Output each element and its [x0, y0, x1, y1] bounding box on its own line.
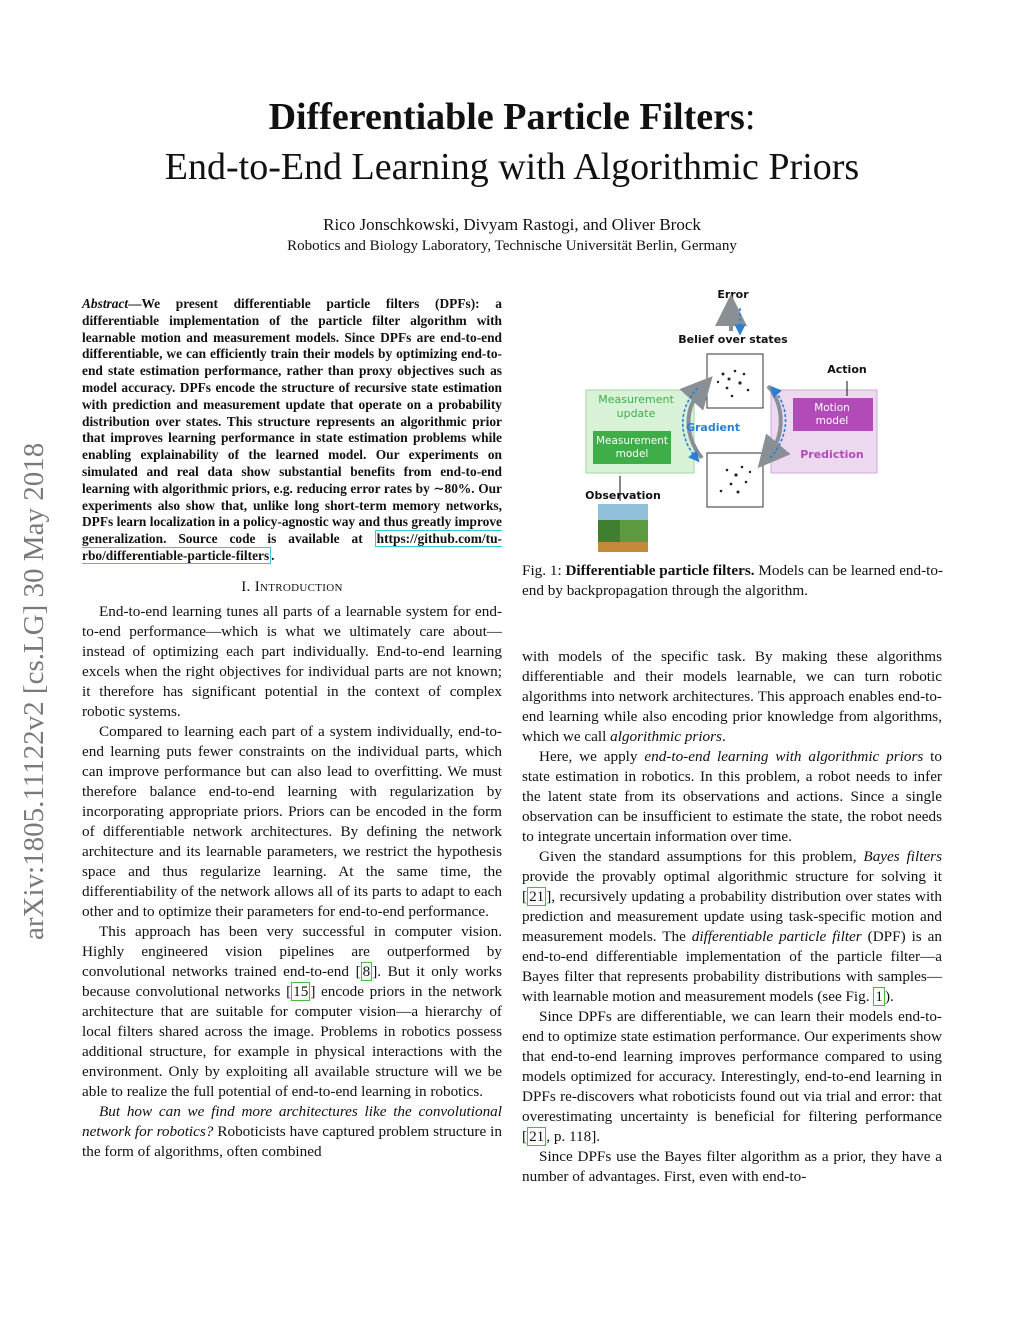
r-p3-italic2: differentiable particle filter: [691, 928, 862, 945]
intro-paragraph-3: This approach has been very successful in computer vision. Highly engineered vision pipelines are outperformed by convolutional networks trained end-to-end [ 8 ]. But it only works because convolutional networks [ 15 ] encode priors in the network architecture that are suitable for computer vision—a hierarchy of local filters shared across the image. Problems in robotics possess additional structure, for example in physical interactions with the environment. Only by exploiting all available structure will we be able to realize the full potential of end-to-end learning in robotics.: [82, 922, 502, 1100]
abstract-label: Abstract: [82, 296, 129, 311]
section-title: Introduction: [254, 578, 343, 595]
author-list: Rico Jonschkowski, Divyam Rastogi, and Oliver Brock: [323, 215, 701, 234]
motion-model-label-2: model: [815, 415, 849, 427]
measurement-model-label-1: Measurement: [595, 435, 669, 447]
abstract-text: We present differentiable particle filters (DPFs): a differentiable implementation of the particle filter algorithm with learnable motion and measurement models. Since DPFs are end-to-end differentiable, we can efficiently train their models by optimizing end-to-end state estimation performance, rather than proxy objectives such as model accuracy. DPFs encode the structure of recursive state estimation with prediction and measurement update that operate on a probability distribution over states. This structure represents an algorithmic prior that improves learning performance in state estimation problems while enabling explainability of the learned model. Our experiments on simulated and real data show substantial benefits from end-to-end learning with algorithmic priors, e.g. reducing error rates by ∼80%. Our experiments also show that, unlike long short-term memory networks, DPFs learn localization in a policy-agnostic way and thus greatly improve generalization. Source code is available at: [82, 296, 502, 547]
abstract-dash: —: [128, 296, 142, 311]
citation-link[interactable]: 8: [362, 962, 371, 980]
observation-label: Observation: [585, 489, 661, 502]
right-paragraph-4: Since DPFs are differentiable, we can learn their models end-to-end to optimize state estimation performance. Our experiments show that end-to-end learning improves performance compared to using models optimized for accuracy. Interestingly, end-to-end learning in DPFs re-discovers what roboticists found out via trial and error: that overestimating uncertainty is beneficial for filtering performance [ 21 , p. 118].: [522, 1008, 942, 1145]
action-label: Action: [827, 363, 867, 376]
p4-rest: Roboticists have captured problem structure in the form of algorithms, often combined: [82, 1122, 502, 1160]
r-p3-d: (DPF) is an end-to-end differentiable implementation of the particle filter—a Bayes filter that represents probability distributions with samples—with learnable motion and measurement models (see Fig.: [522, 928, 942, 1005]
citation-link[interactable]: 21: [529, 1128, 545, 1145]
caption-label: Fig. 1:: [522, 562, 566, 579]
right-paragraph-2: [522, 747, 942, 847]
measurement-update-label-1: Measurement: [598, 393, 674, 406]
r-p1-a: with models of the specific task. By making these algorithms differentiable and their models learnable, we can turn robotic algorithms into network architectures. This approach enables end-to-end learning while also encoding prior knowledge from algorithms, which we call: [522, 648, 942, 745]
belief-box-bottom: [707, 453, 763, 507]
gradient-label: Gradient: [685, 421, 741, 434]
citation-link[interactable]: 21: [529, 888, 545, 905]
title-main: [0, 92, 1024, 142]
p3-text-a: This approach has been very successful in computer vision. Highly engineered vision pipelines are outperformed by convolutional networks trained end-to-end: [82, 922, 502, 980]
section-heading: [82, 577, 502, 597]
title-main-text: Differentiable Particle Filters: [268, 96, 745, 138]
caption-bold: Differentiable particle filters.: [565, 562, 755, 579]
paper-title: [0, 92, 1024, 192]
right-paragraph-3: [522, 847, 942, 1007]
r-p3-italic1: Bayes filters: [863, 848, 942, 865]
affiliation: Robotics and Biology Laboratory, Technische Universität Berlin, Germany: [287, 238, 737, 254]
r-p1-b: .: [721, 728, 726, 745]
belief-label: Belief over states: [678, 333, 788, 346]
left-column: [82, 296, 502, 1162]
arxiv-identifier: arXiv:1805.11122v2 [cs.LG] 30 May 2018: [18, 442, 50, 940]
right-paragraph-1: [522, 647, 942, 747]
abstract-end: .: [271, 547, 275, 563]
intro-paragraph-4: [82, 1102, 502, 1162]
citation-link[interactable]: 15: [293, 982, 309, 1000]
p3-text-c: encode priors in the network architecture that are suitable for computer vision—a hierarchy of local filters shared across the image. Problems in robotics possess additional structure, for example in physical interactions with the environment. Only by exploiting all available structure will we be able to realize the full potential of end-to-end learning in robotics.: [82, 982, 502, 1100]
r-p3-e: ).: [884, 988, 894, 1005]
prediction-label: Prediction: [800, 448, 864, 461]
figure-link[interactable]: 1: [875, 988, 883, 1005]
r-p1-italic: algorithmic priors: [610, 728, 722, 745]
r-p4-a: Since DPFs are differentiable, we can learn their models end-to-end to optimize state estimation performance. Our experiments show that end-to-end learning improves performance compared to using models optimized for accuracy. Interestingly, end-to-end learning in DPFs re-discovers what roboticists found out via trial and error: that overestimating uncertainty is beneficial for filtering performance: [522, 1008, 942, 1125]
r-p2-a: Here, we apply: [539, 748, 645, 765]
measurement-model-label-2: model: [615, 448, 649, 460]
right-column: [522, 647, 942, 1187]
intro-paragraph-2: Compared to learning each part of a system individually, end-to-end learning puts fewer constraints on the individual parts, which can improve performance but can also lead to overfitting. We must therefore balance end-to-end learning with regularization by incorporating appropriate priors. Priors can be encoded in the form of differentiable network architectures. By defining the network architecture and its learnable parameters, we restrict the hypothesis space and thus regularize learning. At the same time, the differentiability of the network allows all of its parts to adapt to each other and to optimize their parameters for end-to-end performance.: [82, 722, 502, 920]
figure-caption: [522, 561, 952, 601]
measurement-update-label-2: update: [616, 407, 656, 420]
r-p2-italic: end-to-end learning with algorithmic priors: [644, 748, 924, 765]
belief-box-top: [707, 354, 763, 408]
r-p2-b: to state estimation in robotics. In this problem, a robot needs to infer the latent state from its observations and actions. Since a single observation can be insufficient to estimate the state, the robot needs to integrate uncertain information over time.: [522, 748, 942, 845]
r-p3-c: ], recursively updating a probability distribution over states with prediction and measurement update using task-specific motion and measurement models. The: [522, 888, 942, 945]
abstract: [82, 296, 502, 565]
error-label: Error: [717, 288, 749, 301]
title-subtitle: End-to-End Learning with Algorithmic Priors: [164, 146, 860, 188]
intro-paragraph-1: End-to-end learning tunes all parts of a learnable system for end-to-end performance—which is what we ultimately care about—instead of optimizing each part individually. End-to-end learning excels when the right objectives for individual parts are not known; it therefore has significant potential in the context of complex robotic systems.: [82, 602, 502, 720]
p4-italic: But how can we find more architectures like the convolutional network for robotics?: [82, 1102, 502, 1140]
figure-1-diagram: [580, 286, 880, 554]
r-p3-a: Given the standard assumptions for this problem,: [539, 848, 864, 865]
observation-image: [598, 504, 648, 552]
section-number: I.: [241, 578, 251, 595]
right-paragraph-5: Since DPFs use the Bayes filter algorithm as a prior, they have a number of advantages. First, even with end-to-: [522, 1148, 942, 1185]
title-colon: :: [744, 96, 756, 138]
r-p3-b: provide the provably optimal algorithmic structure for solving it [: [522, 868, 942, 905]
source-code-link[interactable]: https://github.com/tu-rbo/differentiable-particle-filters: [82, 531, 502, 563]
caption-text: Models can be learned end-to-end by backpropagation through the algorithm.: [522, 562, 944, 599]
r-p4-b: , p. 118].: [546, 1128, 601, 1145]
motion-model-label-1: Motion: [814, 402, 850, 414]
p3-text-b: . But it only works because convolutional networks: [82, 962, 502, 1000]
